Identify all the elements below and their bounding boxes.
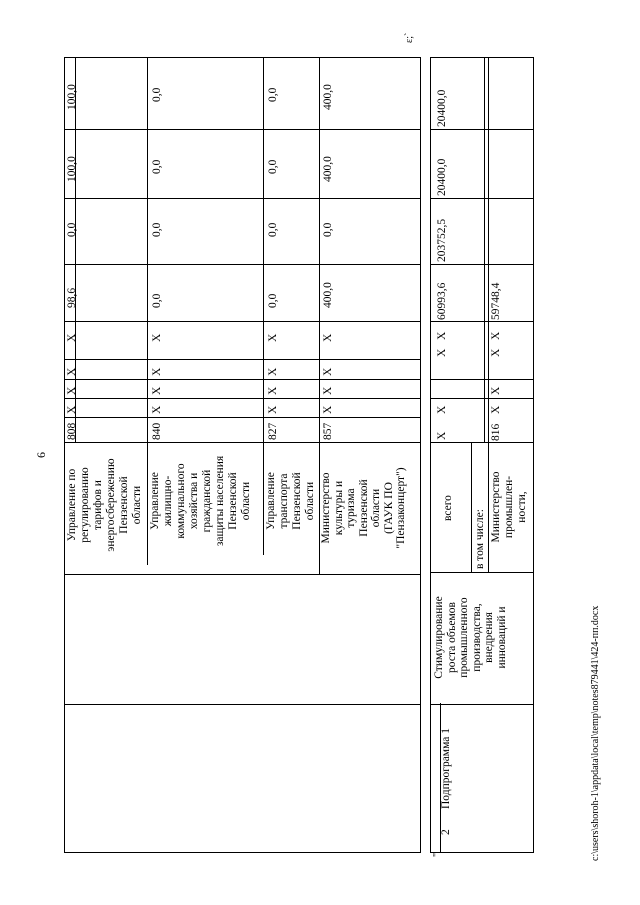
- x-mark: X: [322, 333, 334, 342]
- budget-code: 808: [66, 422, 78, 440]
- subprogram-number: 2: [440, 829, 452, 835]
- value-cell: 0,0: [151, 222, 163, 237]
- value-cell: 60993,6: [436, 282, 448, 320]
- x-mark: X: [66, 386, 78, 395]
- value-cell: 100,0: [66, 156, 78, 182]
- x-mark: X: [66, 333, 78, 342]
- x-mark: X: [151, 333, 163, 342]
- value-cell: 100,0: [66, 84, 78, 110]
- value-cell: 400,0: [322, 84, 334, 110]
- x-mark: X: [322, 386, 334, 395]
- x-mark: X: [490, 386, 502, 395]
- x-mark: X: [151, 405, 163, 414]
- x-mark: X: [490, 331, 502, 340]
- value-cell: 59748,4: [490, 282, 502, 320]
- budget-code: 857: [322, 422, 334, 440]
- x-mark: X: [436, 405, 448, 414]
- x-mark: X: [66, 405, 78, 414]
- value-cell: 0,0: [151, 87, 163, 102]
- x-mark: X: [151, 367, 163, 376]
- org-name: Министерство промышлен- ности,: [490, 471, 528, 543]
- x-mark: X: [267, 386, 279, 395]
- x-mark: X: [436, 348, 448, 357]
- value-cell: 0,0: [267, 159, 279, 174]
- total-label: всего: [442, 495, 454, 521]
- value-cell: 400,0: [322, 282, 334, 308]
- value-cell: 20400,0: [436, 89, 448, 127]
- x-mark: X: [66, 367, 78, 376]
- x-mark: X: [436, 431, 448, 440]
- subprogram-name: Подпрограмма 1: [440, 727, 452, 809]
- x-mark: X: [322, 367, 334, 376]
- x-mark: X: [267, 333, 279, 342]
- value-cell: 0,0: [66, 222, 78, 237]
- budget-code: 827: [267, 422, 279, 440]
- x-mark: X: [267, 405, 279, 414]
- x-mark: X: [322, 405, 334, 414]
- corner-mark: ε;`: [404, 32, 415, 43]
- top-mark: ": [432, 852, 443, 857]
- value-cell: 0,0: [322, 222, 334, 237]
- x-mark: X: [151, 386, 163, 395]
- value-cell: 20400,0: [436, 158, 448, 196]
- x-mark: X: [490, 405, 502, 414]
- org-name: Управление по регулированию тарифов и энергосбережению Пензенской области: [66, 458, 143, 552]
- value-cell: 0,0: [267, 293, 279, 308]
- value-cell: 0,0: [151, 159, 163, 174]
- value-cell: 0,0: [151, 293, 163, 308]
- value-cell: 98,6: [66, 287, 78, 308]
- page-number: 6: [34, 452, 48, 458]
- file-path-footer: c:\users\shoroh-1\appdata\local\temp\notes879441\424-пп.docx: [590, 605, 601, 861]
- x-mark: X: [490, 348, 502, 357]
- value-cell: 203752,5: [436, 218, 448, 262]
- including-label: в том числе:: [474, 509, 486, 569]
- value-cell: 400,0: [322, 156, 334, 182]
- org-name: Управление жилищно- коммунального хозяйства и гражданской защиты населения Пензенской области: [149, 455, 252, 547]
- org-name: Управление транспорта Пензенской области: [265, 472, 316, 530]
- value-cell: 0,0: [267, 222, 279, 237]
- org-name: Министерство культуры и туризма Пензенской области (ГАУК ПО "Пензаконцерт"): [320, 467, 407, 549]
- x-mark: X: [436, 331, 448, 340]
- x-mark: X: [267, 367, 279, 376]
- budget-code: 816: [490, 423, 502, 441]
- subprogram-title: Стимулирование роста объемов промышленного производства, внедрения инноваций и: [433, 596, 508, 679]
- value-cell: 0,0: [267, 87, 279, 102]
- budget-code: 840: [151, 422, 163, 440]
